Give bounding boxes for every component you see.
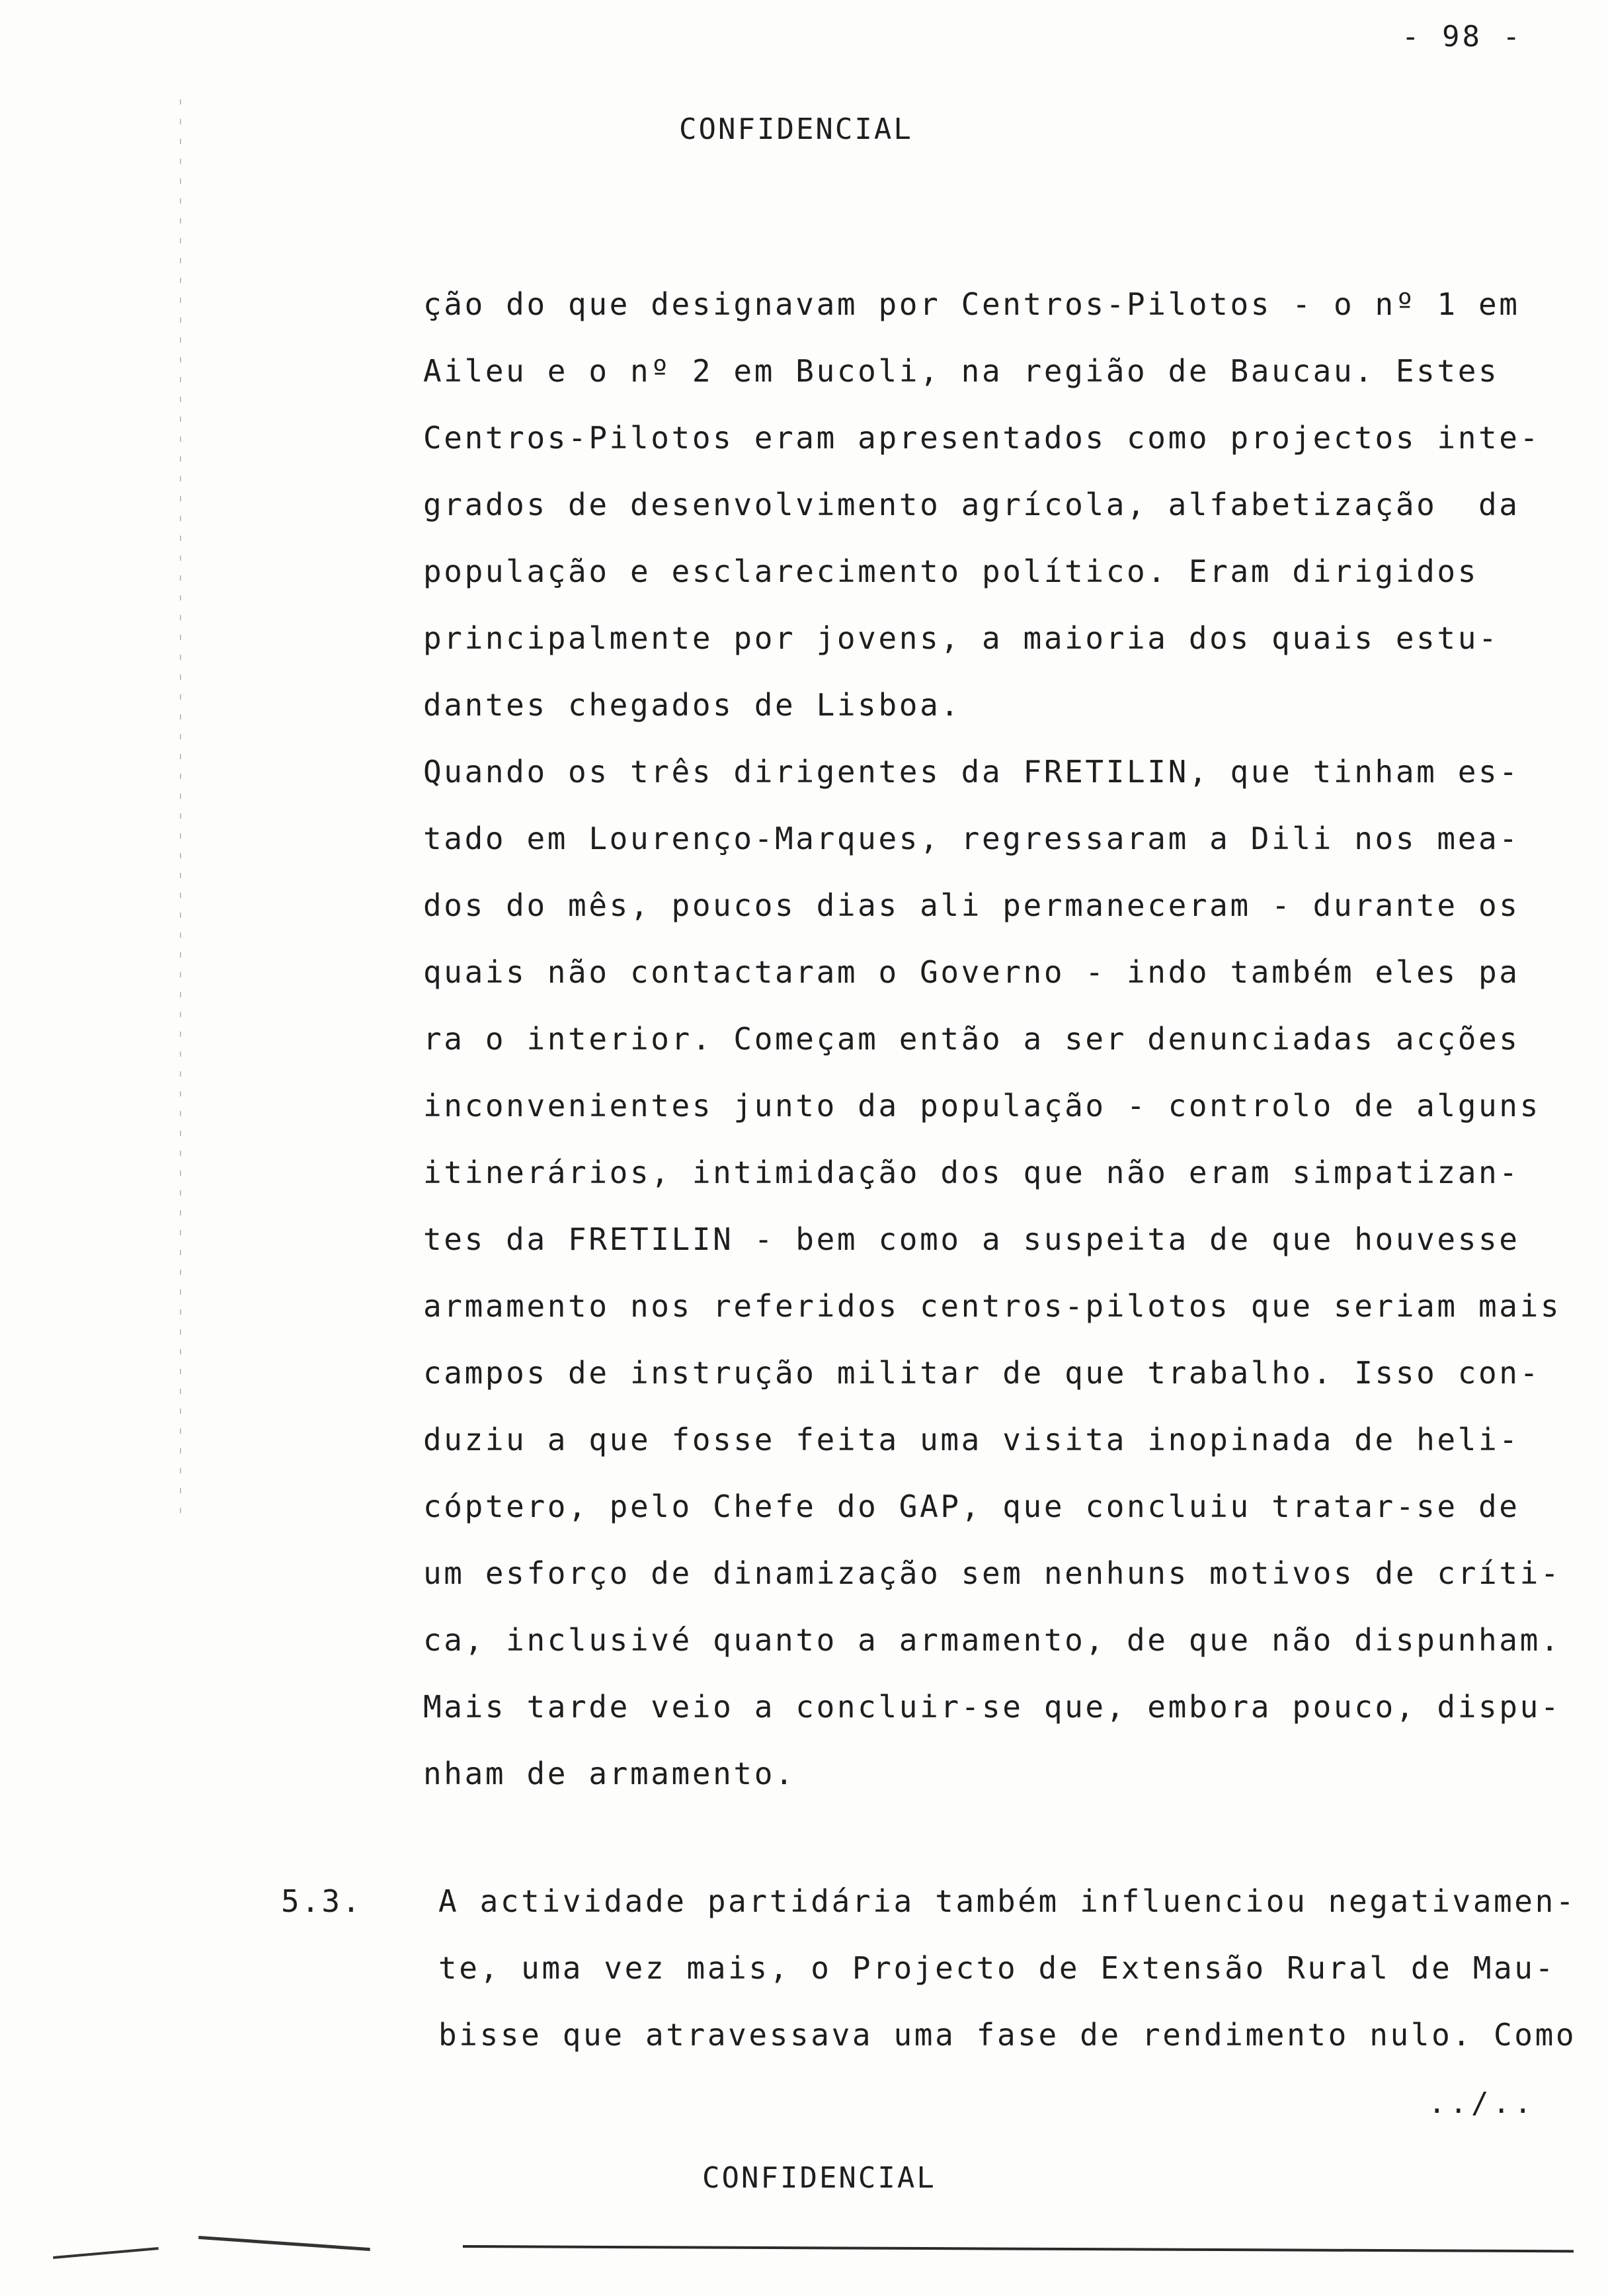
text-line: grados de desenvolvimento agrícola, alfabetização da bbox=[423, 487, 1520, 522]
text-line: bisse que atravessava uma fase de rendimento nulo. Como bbox=[438, 2017, 1577, 2053]
scan-edge-mark bbox=[198, 2236, 370, 2251]
text-line: duziu a que fosse feita uma visita inopinada de heli- bbox=[423, 1422, 1520, 1457]
text-line: população e esclarecimento político. Eram dirigidos bbox=[423, 554, 1479, 589]
text-line: quais não contactaram o Governo - indo também eles pa bbox=[423, 954, 1520, 990]
text-line: Mais tarde veio a concluir-se que, embora pouco, dispu- bbox=[423, 1689, 1562, 1725]
scan-edge-mark bbox=[53, 2247, 159, 2259]
text-line: principalmente por jovens, a maioria dos quais estu- bbox=[423, 620, 1500, 656]
text-line: nham de armamento. bbox=[423, 1756, 796, 1791]
text-line: Quando os três dirigentes da FRETILIN, que tinham es- bbox=[423, 754, 1520, 790]
text-line: itinerários, intimidação dos que não eram simpatizan- bbox=[423, 1155, 1520, 1190]
text-line: inconvenientes junto da população - controlo de alguns bbox=[423, 1088, 1541, 1124]
text-line: cóptero, pelo Chefe do GAP, que concluiu tratar-se de bbox=[423, 1489, 1520, 1524]
text-line: dos do mês, poucos dias ali permaneceram - durante os bbox=[423, 887, 1520, 923]
text-line: um esforço de dinamização sem nenhuns motivos de críti- bbox=[423, 1555, 1562, 1591]
text-line: Centros-Pilotos eram apresentados como projectos inte- bbox=[423, 420, 1541, 456]
section-number: 5.3. bbox=[281, 1883, 362, 1919]
page-bottom-rule bbox=[463, 2245, 1574, 2252]
section-paragraph bbox=[438, 1868, 1576, 2069]
text-line: ra o interior. Começam então a ser denunciadas acções bbox=[423, 1021, 1520, 1057]
text-line: dantes chegados de Lisboa. bbox=[423, 687, 961, 723]
text-line: tado em Lourenço-Marques, regressaram a Dili nos mea- bbox=[423, 821, 1520, 856]
continuation-mark: ../.. bbox=[1428, 2086, 1536, 2120]
text-line: Aileu e o nº 2 em Bucoli, na região de Baucau. Estes bbox=[423, 353, 1500, 389]
classification-footer: CONFIDENCIAL bbox=[702, 2161, 936, 2195]
scan-margin-marks bbox=[180, 99, 181, 1521]
text-line: te, uma vez mais, o Projecto de Extensão Rural de Mau- bbox=[438, 1950, 1556, 1986]
text-line: ca, inclusivé quanto a armamento, de que não dispunham. bbox=[423, 1622, 1562, 1658]
classification-header: CONFIDENCIAL bbox=[679, 112, 913, 146]
text-line: tes da FRETILIN - bem como a suspeita de que houvesse bbox=[423, 1221, 1520, 1257]
page-number: - 98 - bbox=[1402, 20, 1523, 54]
text-line: ção do que designavam por Centros-Pilotos - o nº 1 em bbox=[423, 286, 1520, 322]
body-paragraphs bbox=[423, 271, 1561, 1807]
text-line: A actividade partidária também influenciou negativamen- bbox=[438, 1883, 1577, 1919]
text-line: armamento nos referidos centros-pilotos que seriam mais bbox=[423, 1288, 1562, 1324]
text-line: campos de instrução militar de que trabalho. Isso con- bbox=[423, 1355, 1541, 1391]
